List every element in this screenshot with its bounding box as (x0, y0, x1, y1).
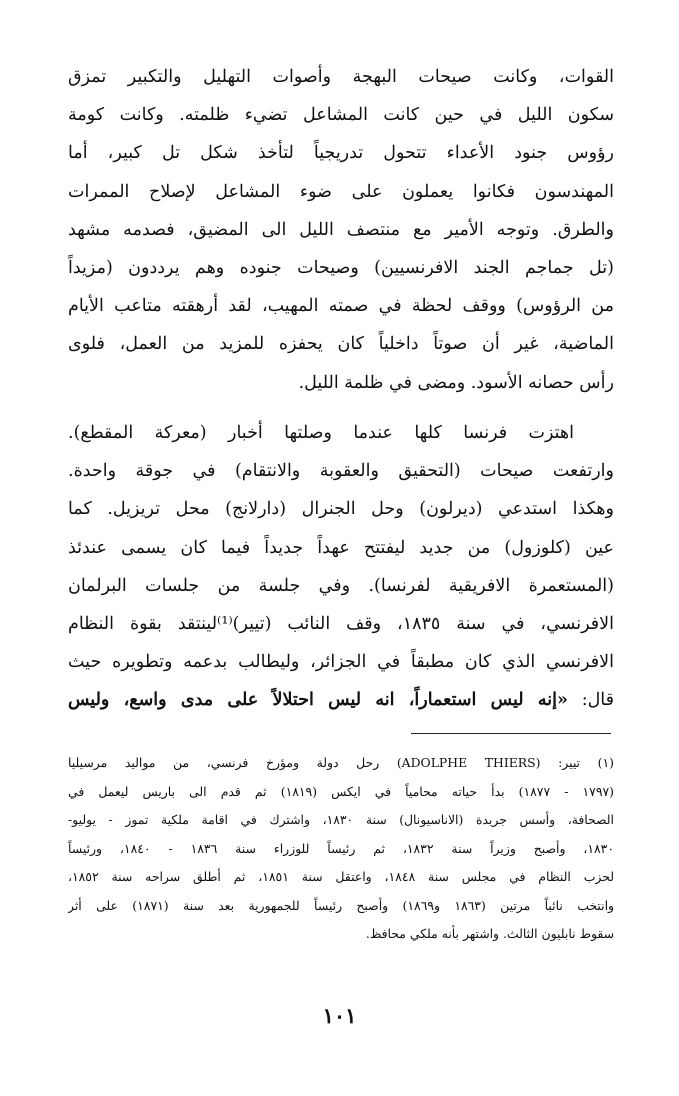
text-line: الافرنسي، في سنة ١٨٣٥، وقف النائب (تيير)⁽¹⁾لينتقد بقوة النظام (68, 613, 614, 634)
text-line: وارتفعت صيحات (التحقيق والعقوبة والانتقام) في جوقة واحدة. (68, 461, 614, 482)
footnote-line: (١٧٩٧ - ١٨٧٧) بدأ حياته محامياً في ايكس (١٨١٩) ثم قدم الى باريس ليعمل في (68, 783, 614, 799)
footnote-line: لحزب النظام في مجلس سنة ١٨٤٨، واعتقل سنة ١٨٥١، ثم أطلق سراحه سنة ١٨٥٢، (68, 869, 614, 884)
text-line: سكون الليل في حين كانت المشاعل تضيء ظلمته. وكانت كومة (68, 105, 614, 126)
quote-bold-text: «إنه ليس استعماراً، انه ليس احتلالاً على مدى واسع، وليس (68, 690, 568, 711)
text-line: اهتزت فرنسا كلها عندما وصلتها أخبار (معركة المقطع). (68, 423, 574, 443)
text-line: رؤوس جنود الأعداء تتحول تدريجياً لتأخذ شكل تل كبير، أما (68, 143, 614, 164)
quote-lead: قال: (567, 690, 614, 711)
text-line: المهندسون فكانوا يعملون على ضوء المشاعل لإصلاح الممرات (68, 181, 614, 202)
text-line: عين (كلوزول) من جديد ليفتتح عهداً جديداً فيما كان يسمى عندئذ (68, 537, 614, 558)
footnote (68, 749, 614, 949)
text-line: (تل جماجم الجند الافرنسيين) وصيحات جنوده وهم يرددون (مزيداً (68, 257, 614, 278)
text-line: وهكذا استدعي (ديرلون) وحل الجنرال (دارلانج) محل تريزيل. كما (68, 499, 614, 520)
footnote-line: سقوط نابليون الثالث. واشتهر بأنه ملكي محافظ. (365, 926, 614, 941)
paragraph-2 (68, 414, 614, 720)
text-line: من الرؤوس) ووقف لحظة في صمته المهيب، لقد أرهقته متاعب الأيام (68, 296, 614, 317)
quote-line (68, 681, 614, 719)
text-line: رأس حصانه الأسود. ومضى في ظلمة الليل. (298, 372, 614, 393)
footnote-line: ١٨٣٠، وأصبح وزيراً سنة ١٨٣٢، ثم رئيساً للوزراء سنة ١٨٣٦ - ١٨٤٠، ورئيساً (68, 840, 614, 856)
footnote-line: الصحافة، وأسس جريدة (الاناسيونال) سنة ١٨٣٠، واشترك في اقامة ملكية تموز - يوليو- (68, 812, 614, 827)
text-line: القوات، وكانت صيحات البهجة وأصوات التهليل والتكبير تمزق (68, 67, 614, 87)
text-line: الماضية، غير أن صوتاً داخلياً كان يحفزه للمزيد من العمل، فلوى (68, 334, 614, 355)
text-line: (المستعمرة الافريقية لفرنسا). وفي جلسة من جلسات البرلمان (68, 575, 614, 596)
footnote-line: وانتخب نائباً مرتين (١٨٦٣ و١٨٦٩) وأصبح رئيساً للجمهورية بعد سنة (١٨٧١) على أثر (68, 897, 614, 913)
text-line: والطرق. وتوجه الأمير مع منتصف الليل الى المضيق، فصدمه مشهد (68, 219, 614, 240)
footnote-line: (١) تيير: (ADOLPHE THIERS) رحل دولة ومؤرخ فرنسي، من مواليد مرسيليا (68, 755, 614, 770)
paragraph-1 (68, 58, 614, 402)
text-line: الافرنسي الذي كان مطبقاً في الجزائر، وليطالب بدعمه وتطويره حيث (68, 652, 614, 673)
footnote-divider (411, 733, 611, 734)
page-number: ١٠١ (322, 1003, 357, 1028)
